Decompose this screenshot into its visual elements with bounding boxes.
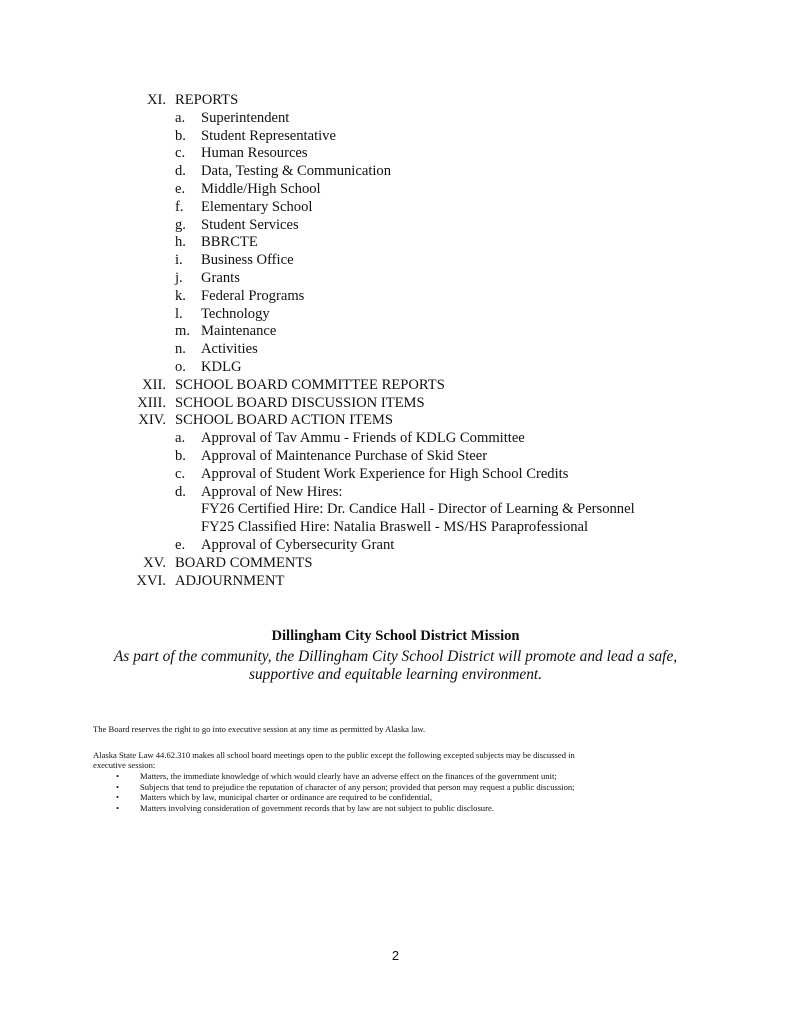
bullet-text: Matters, the immediate knowledge of which would clearly have an adverse effect on the finances of the government unit;: [140, 771, 557, 781]
item-text: Data, Testing & Communication: [201, 163, 392, 180]
section-title: SCHOOL BOARD ACTION ITEMS: [175, 412, 393, 429]
item-text: Human Resources: [201, 145, 308, 162]
item-text: Student Services: [201, 216, 299, 233]
list-item: [0, 359, 791, 377]
item-text: KDLG: [201, 358, 242, 375]
state-law-note: Alaska State Law 44.62.310 makes all school board meetings open to the public except the following excepted subjects may be discussed in: [93, 750, 575, 760]
mission-statement-line: As part of the community, the Dillingham City School District will promote and lead a safe,: [113, 648, 678, 665]
section-adjournment: [0, 573, 791, 591]
section-title: REPORTS: [175, 92, 239, 108]
item-text: Middle/High School: [201, 180, 321, 197]
hire-detail: FY25 Classified Hire: Natalia Braswell - MS/HS Paraprofessional: [201, 519, 589, 536]
list-item: [0, 341, 791, 359]
item-letter: b.: [175, 127, 186, 144]
item-letter: e.: [175, 536, 186, 553]
item-text: Approval of Tav Ammu - Friends of KDLG Committee: [201, 430, 525, 447]
section-numeral: XVI.: [136, 572, 166, 589]
list-item: [0, 430, 791, 448]
list-item: [0, 234, 791, 252]
bullet-icon: •: [116, 802, 120, 813]
list-item: [0, 306, 791, 324]
item-letter: a.: [175, 109, 186, 126]
list-item: [0, 771, 791, 782]
section-committee-reports: [0, 377, 791, 395]
mission-statement-line: supportive and equitable learning environment.: [248, 666, 543, 683]
list-item: [0, 323, 791, 341]
list-item: [0, 199, 791, 217]
bullet-text: Subjects that tend to prejudice the reputation of character of any person; provided that person may request a public discussion;: [140, 781, 575, 792]
list-item: [0, 288, 791, 306]
section-numeral: XI.: [146, 92, 166, 108]
bullet-icon: •: [116, 781, 120, 792]
state-law-note-continued: executive session:: [93, 760, 156, 770]
item-text: Federal Programs: [201, 287, 305, 304]
section-board-comments: [0, 555, 791, 573]
bullet-text: Matters involving consideration of government records that by law are not subject to public disclosure.: [140, 802, 494, 813]
section-title: ADJOURNMENT: [175, 572, 285, 589]
list-item: [0, 792, 791, 803]
list-item: [0, 217, 791, 235]
item-letter: j.: [175, 269, 183, 286]
item-text: Student Representative: [201, 127, 336, 144]
item-letter: c.: [175, 145, 186, 162]
item-text: Elementary School: [201, 198, 313, 215]
item-text: Approval of Student Work Experience for High School Credits: [201, 465, 569, 482]
list-item: [0, 145, 791, 163]
item-text: Superintendent: [201, 109, 290, 126]
list-item: [0, 128, 791, 146]
item-text: Approval of Cybersecurity Grant: [201, 536, 395, 553]
bullet-icon: •: [116, 792, 120, 802]
page-number: 2: [391, 948, 400, 963]
item-text: Approval of New Hires:: [201, 483, 343, 500]
item-letter: a.: [175, 430, 186, 447]
list-item: [0, 484, 791, 502]
section-title: SCHOOL BOARD COMMITTEE REPORTS: [175, 376, 445, 393]
list-item: [0, 181, 791, 199]
excepted-subjects-list: [0, 771, 791, 813]
item-letter: g.: [175, 216, 186, 233]
item-letter: d.: [175, 483, 186, 500]
item-text: Grants: [201, 269, 240, 286]
bullet-text: Matters which by law, municipal charter or ordinance are required to be confidential,: [140, 792, 432, 802]
section-discussion-items: [0, 395, 791, 413]
executive-session-note: The Board reserves the right to go into executive session at any time as permitted by Alaska law.: [93, 724, 426, 734]
section-numeral: XII.: [142, 376, 166, 393]
section-title: BOARD COMMENTS: [175, 554, 313, 571]
item-text: Approval of Maintenance Purchase of Skid Steer: [201, 447, 488, 464]
list-item: [0, 448, 791, 466]
item-letter: c.: [175, 465, 186, 482]
item-letter: l.: [175, 305, 183, 322]
item-letter: k.: [175, 287, 186, 304]
item-letter: b.: [175, 447, 186, 464]
item-text: Maintenance: [201, 323, 277, 340]
section-action-items: [0, 412, 791, 430]
sub-line: [0, 519, 791, 537]
list-item: [0, 110, 791, 128]
list-item: [0, 537, 791, 555]
item-text: BBRCTE: [201, 234, 258, 251]
list-item: [0, 252, 791, 270]
section-title: SCHOOL BOARD DISCUSSION ITEMS: [175, 394, 425, 411]
item-letter: h.: [175, 234, 186, 251]
item-letter: e.: [175, 180, 186, 197]
bullet-icon: •: [116, 771, 120, 781]
item-letter: i.: [175, 252, 183, 269]
item-text: Technology: [201, 305, 270, 322]
item-letter: d.: [175, 163, 186, 180]
agenda-list: [0, 92, 791, 590]
item-letter: n.: [175, 341, 186, 358]
item-text: Activities: [201, 341, 258, 358]
item-letter: f.: [175, 198, 184, 215]
mission-title: Dillingham City School District Mission: [271, 628, 520, 644]
list-item: [0, 163, 791, 181]
item-letter: o.: [175, 358, 186, 375]
list-item: [0, 803, 791, 814]
list-item: [0, 270, 791, 288]
item-text: Business Office: [201, 252, 294, 269]
list-item: [0, 782, 791, 793]
item-letter: m.: [175, 323, 190, 340]
sub-line: [0, 501, 791, 519]
section-numeral: XIII.: [137, 394, 166, 411]
list-item: [0, 466, 791, 484]
section-numeral: XIV.: [138, 412, 166, 429]
section-reports: [0, 92, 791, 110]
section-numeral: XV.: [143, 554, 166, 571]
hire-detail: FY26 Certified Hire: Dr. Candice Hall - Director of Learning & Personnel: [201, 501, 635, 518]
